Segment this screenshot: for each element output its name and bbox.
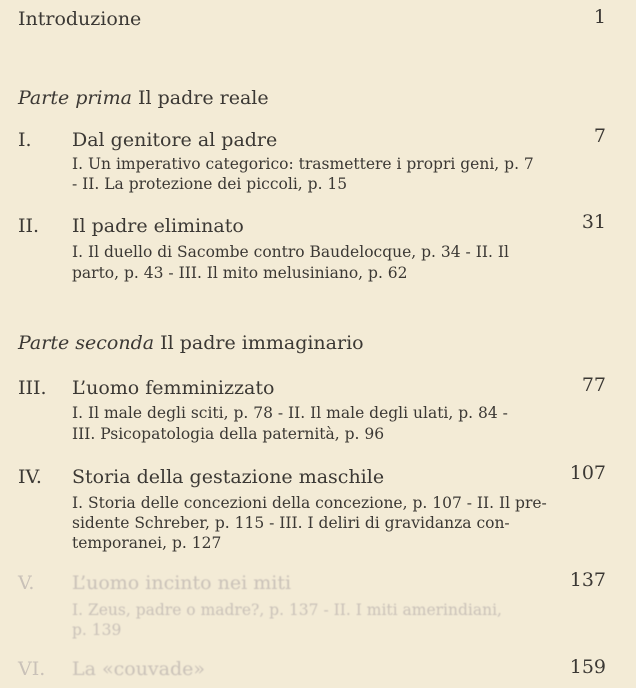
chapter-section-line: p. 139 <box>72 621 122 639</box>
intro-page-number: 1 <box>593 6 606 28</box>
chapter-number: IV. <box>18 466 42 488</box>
chapter-number: I. <box>18 129 32 151</box>
chapter-title: Storia della gestazione maschile <box>72 466 385 488</box>
chapter-page-number: 31 <box>581 211 606 233</box>
chapter-title: Dal genitore al padre <box>72 129 278 151</box>
chapter-section-line: I. Zeus, padre o madre?, p. 137 - II. I miti amerindiani, <box>72 601 502 619</box>
chapter-section-line: I. Il duello di Sacombe contro Baudelocque, p. 34 - II. Il <box>72 243 509 261</box>
chapter-section-line: I. Un imperativo categorico: trasmettere i propri geni, p. 7 <box>72 155 534 173</box>
chapter-section-line: parto, p. 43 - III. Il mito melusiniano, p. 62 <box>72 264 408 282</box>
part-two-title: Il padre immaginario <box>160 332 364 354</box>
chapter-title: L’uomo incinto nei miti <box>72 572 292 594</box>
chapter-page-number: 159 <box>569 656 606 678</box>
chapter-section-line: - II. La protezione dei piccoli, p. 15 <box>72 175 348 193</box>
chapter-page-number: 7 <box>593 125 606 147</box>
intro-title: Introduzione <box>18 8 142 30</box>
chapter-title: L’uomo femminizzato <box>72 377 275 399</box>
chapter-section-line: I. Storia delle concezioni della concezione, p. 107 - II. Il pre- <box>72 494 547 512</box>
chapter-page-number: 77 <box>581 374 606 396</box>
chapter-section-line: I. Il male degli sciti, p. 78 - II. Il male degli ulati, p. 84 - <box>72 404 508 422</box>
chapter-section-line: temporanei, p. 127 <box>72 534 222 552</box>
part-one-heading <box>18 87 269 109</box>
part-one-label: Parte prima <box>18 87 132 109</box>
chapter-section-line: III. Psicopatologia della paternità, p. 96 <box>72 425 385 443</box>
chapter-section-line: sidente Schreber, p. 115 - III. I deliri di gravidanza con- <box>72 514 510 532</box>
chapter-number: III. <box>18 377 47 399</box>
part-two-label: Parte seconda <box>18 332 155 354</box>
part-two-heading <box>18 332 364 354</box>
chapter-number: V. <box>18 572 35 594</box>
chapter-title: La «couvade» <box>72 658 206 680</box>
part-one-title: Il padre reale <box>137 87 269 109</box>
chapter-number: VI. <box>18 658 46 680</box>
chapter-title: Il padre eliminato <box>72 215 244 237</box>
chapter-number: II. <box>18 215 40 237</box>
chapter-page-number: 137 <box>569 569 606 591</box>
chapter-page-number: 107 <box>569 462 606 484</box>
